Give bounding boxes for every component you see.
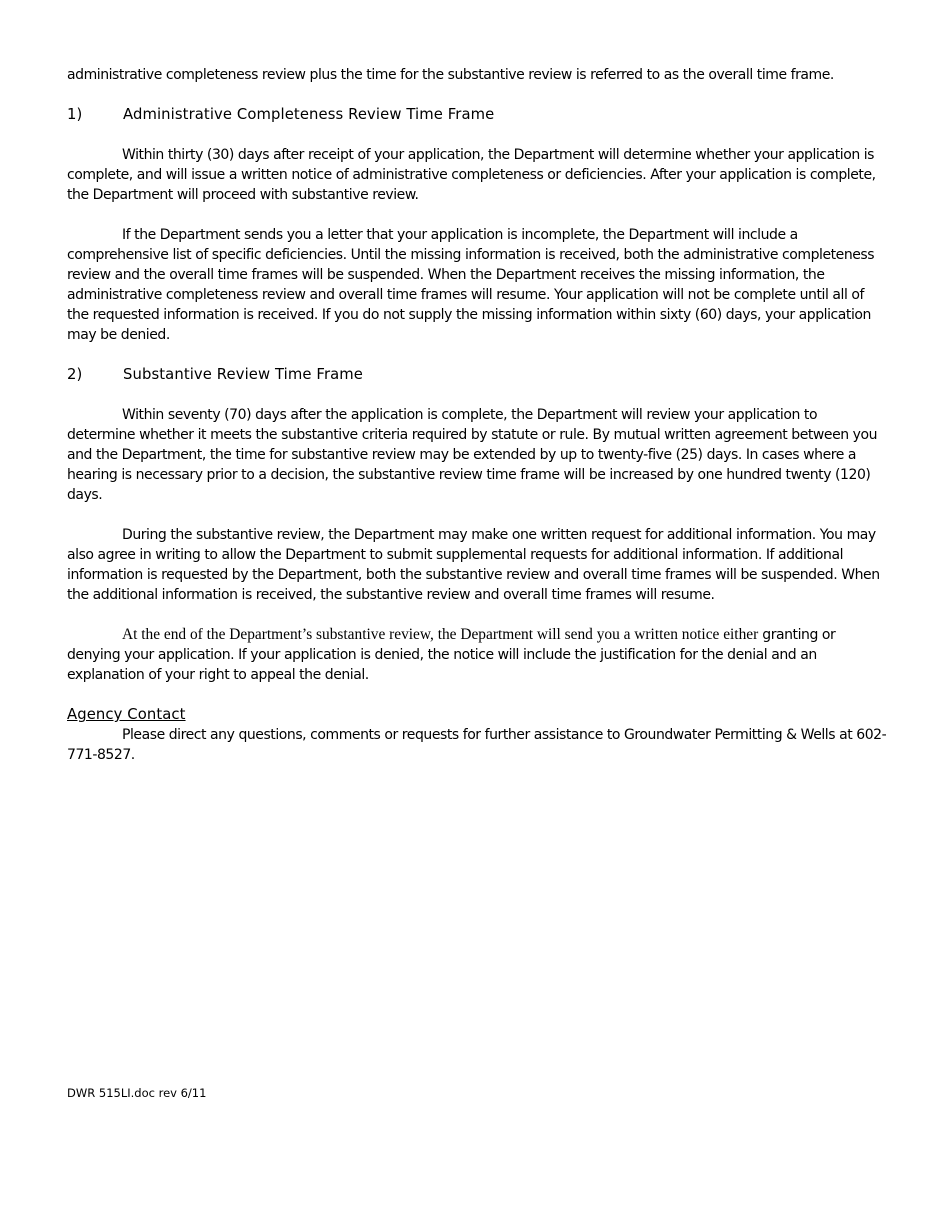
section-2-paragraph-3-first-line: At the end of the Department’s substantive review, the Department will send you a written notice either — [122, 626, 759, 643]
section-2-paragraph-3-rest: granting or denying your application. If your application is denied, the notice will include the justification for the denial and an explanation of your right to appeal the denial. — [67, 627, 836, 683]
section-2-heading — [67, 365, 887, 385]
section-1-title: Administrative Completeness Review Time Frame — [123, 106, 495, 123]
document-footer: DWR 515LI.doc rev 6/11 — [67, 1086, 207, 1100]
agency-contact-heading: Agency Contact — [67, 706, 186, 723]
agency-contact-body: Please direct any questions, comments or requests for further assistance to Groundwater Permitting & Wells at 602-771-8527. — [67, 727, 887, 763]
section-2-paragraph-1: Within seventy (70) days after the application is complete, the Department will review your application to determine whether it meets the substantive criteria required by statute or rule. By mutual written agreement between you and the Department, the time for substantive review may be extended by up to twenty-five (25) days. In cases where a hearing is necessary prior to a decision, the substantive review time frame will be increased by one hundred twenty (120) days. — [67, 407, 878, 503]
document-page — [67, 65, 887, 765]
section-2-paragraph-3 — [67, 625, 887, 685]
section-1-paragraph-1: Within thirty (30) days after receipt of your application, the Department will determine whether your application is complete, and will issue a written notice of administrative completeness or deficiencies. After your application is complete, the Department will proceed with substantive review. — [67, 147, 876, 203]
section-1-paragraph-2: If the Department sends you a letter that your application is incomplete, the Department will include a comprehensive list of specific deficiencies. Until the missing information is received, both the administrative completeness review and the overall time frames will be suspended. When the Department receives the missing information, the administrative completeness review and overall time frames will resume. Your application will not be complete until all of the requested information is received. If you do not supply the missing information within sixty (60) days, your application may be denied. — [67, 227, 875, 343]
section-1-heading — [67, 105, 887, 125]
section-2-paragraph-2: During the substantive review, the Department may make one written request for additional information. You may also agree in writing to allow the Department to submit supplemental requests for additional information. If additional information is requested by the Department, both the substantive review and overall time frames will be suspended. When the additional information is received, the substantive review and overall time frames will resume. — [67, 527, 880, 603]
intro-paragraph: administrative completeness review plus the time for the substantive review is referred to as the overall time frame. — [67, 67, 834, 83]
section-2-title: Substantive Review Time Frame — [123, 366, 364, 383]
section-1-number: 1) — [67, 106, 83, 123]
section-2-number: 2) — [67, 366, 83, 383]
